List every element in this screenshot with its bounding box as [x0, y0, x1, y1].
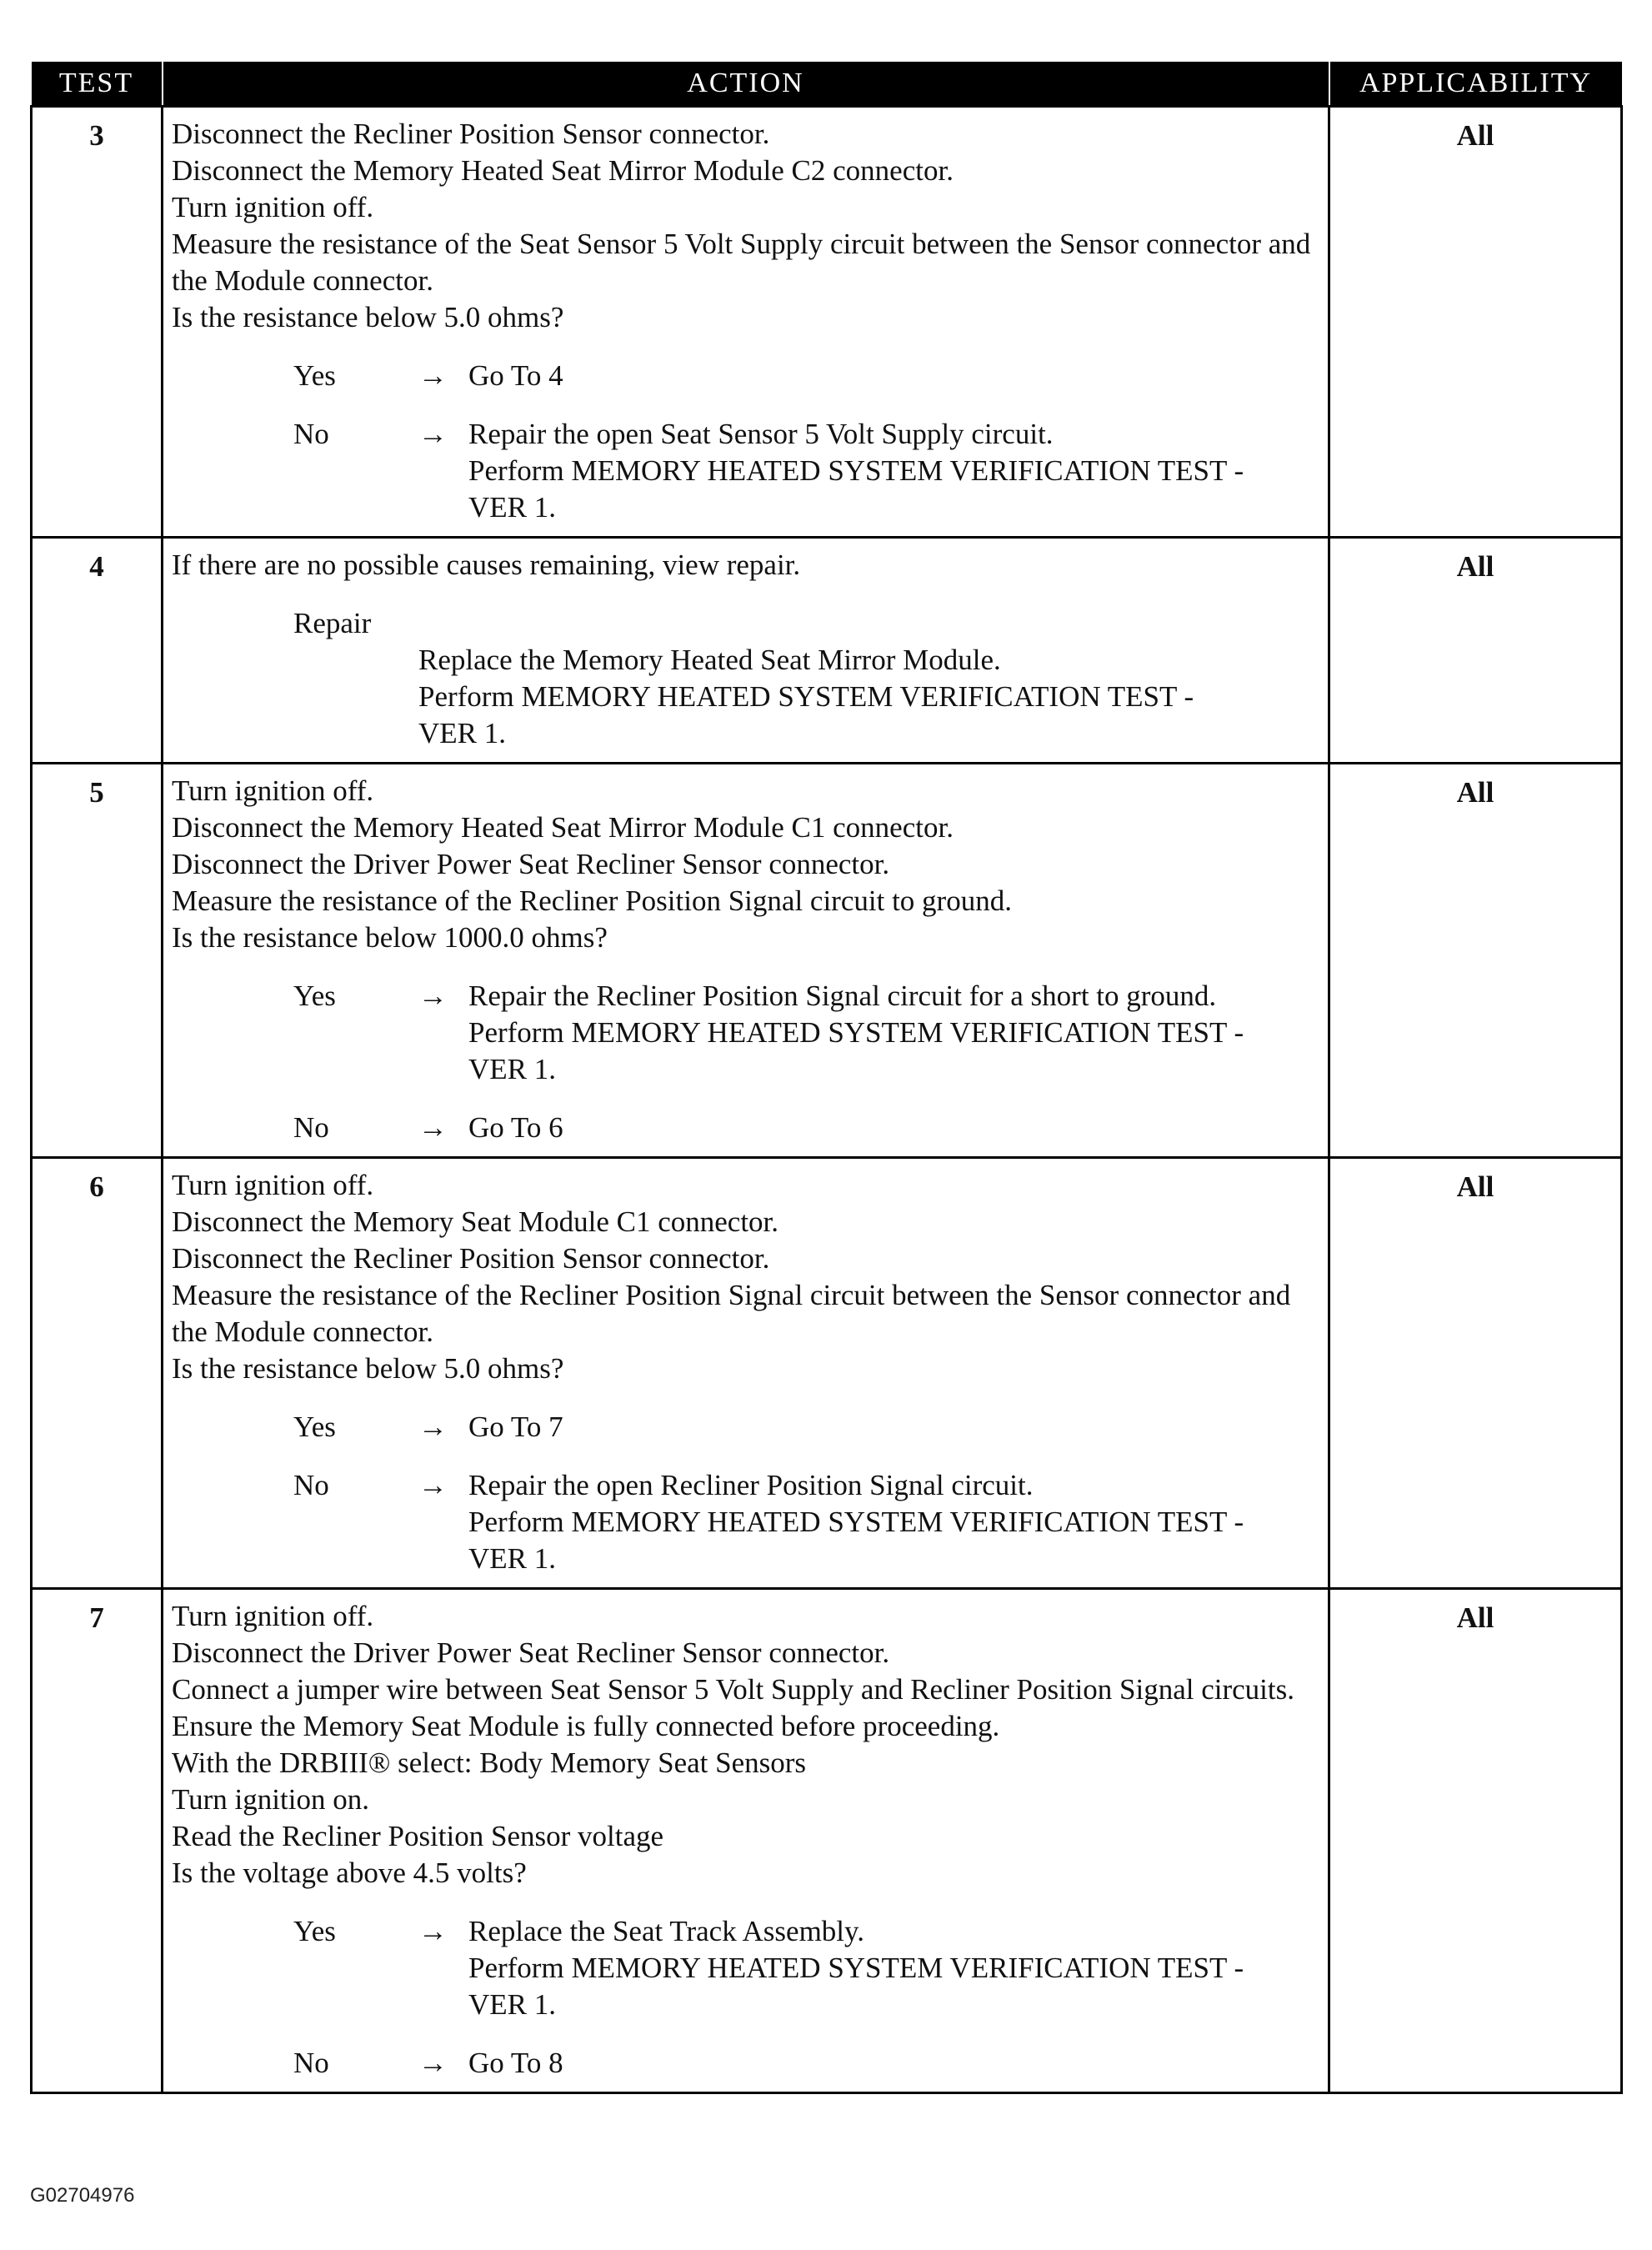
action-step: Turn ignition on.: [172, 1783, 369, 1816]
branch-result-line: VER 1.: [468, 1988, 556, 2021]
branch-result: [468, 1110, 1319, 1146]
action-step: Connect a jumper wire between Seat Sensor 5 Volt Supply and Recliner Position Signal circuits.: [172, 1673, 1294, 1706]
branch-result: [468, 358, 1319, 394]
action-step: Is the resistance below 5.0 ohms?: [172, 1352, 564, 1385]
figure-code: G02704976: [30, 2184, 135, 2207]
action-step: Measure the resistance of the Recliner Position Signal circuit to ground.: [172, 884, 1012, 917]
action-step: Measure the resistance of the Recliner Position Signal circuit between the Sensor connector and the Module connector.: [172, 1279, 1291, 1348]
branch-no: [293, 416, 1319, 526]
test-number: 3: [32, 107, 163, 538]
branch-result-line: Perform MEMORY HEATED SYSTEM VERIFICATION TEST -: [468, 454, 1244, 487]
action-step: Is the voltage above 4.5 volts?: [172, 1857, 527, 1889]
branch-yes: [293, 1913, 1319, 2023]
branch-no: [293, 1467, 1319, 1577]
branch-result-line: Go To 8: [468, 2047, 563, 2079]
branch-label: Yes: [293, 1915, 336, 1947]
action-cell: [163, 538, 1329, 764]
action-step: Is the resistance below 5.0 ohms?: [172, 301, 564, 333]
branch-result: [468, 416, 1319, 526]
branch-yes: [293, 1409, 1319, 1446]
branch-label: Yes: [293, 980, 336, 1012]
arrow-icon: →: [418, 359, 448, 392]
branch-no: [293, 1110, 1319, 1146]
arrow-icon: →: [418, 1915, 448, 1947]
repair-block: [293, 605, 1319, 752]
action-step: Ensure the Memory Seat Module is fully connected before proceeding.: [172, 1710, 1000, 1742]
branch-result-line: Perform MEMORY HEATED SYSTEM VERIFICATION TEST -: [468, 1506, 1244, 1538]
diagnostic-test-sheet: [30, 62, 1620, 2094]
branch-result-line: Go To 6: [468, 1111, 563, 1144]
branch-yes: [293, 978, 1319, 1088]
branch-yes: [293, 358, 1319, 394]
arrow-icon: →: [418, 418, 448, 450]
branch-result: [468, 1913, 1319, 2023]
table-row: [32, 107, 1622, 538]
arrow-icon: →: [418, 1111, 448, 1144]
action-cell: [163, 764, 1329, 1158]
arrow-icon: →: [418, 2047, 448, 2079]
repair-label: Repair: [293, 607, 372, 639]
action-step: Read the Recliner Position Sensor voltage: [172, 1820, 664, 1852]
branch-result: [468, 978, 1319, 1088]
branch-result: [468, 1467, 1319, 1577]
table-row: [32, 538, 1622, 764]
action-step: Disconnect the Recliner Position Sensor connector.: [172, 1242, 770, 1275]
action-step: Disconnect the Memory Heated Seat Mirror Module C2 connector.: [172, 154, 954, 187]
branch-result: [468, 1409, 1319, 1446]
action-step: Disconnect the Recliner Position Sensor connector.: [172, 118, 770, 150]
action-step: Disconnect the Memory Heated Seat Mirror Module C1 connector.: [172, 811, 954, 844]
branch-no: [293, 2045, 1319, 2082]
arrow-icon: →: [418, 1469, 448, 1501]
header-test: TEST: [32, 62, 163, 107]
branch-label: No: [293, 2047, 329, 2079]
branch-result-line: Perform MEMORY HEATED SYSTEM VERIFICATION TEST -: [468, 1016, 1244, 1049]
action-cell: [163, 1589, 1329, 2093]
action-step: Measure the resistance of the Seat Sensor 5 Volt Supply circuit between the Sensor connector and the Module connector.: [172, 228, 1311, 297]
branch-result-line: Go To 4: [468, 359, 563, 392]
applicability-value: All: [1329, 1158, 1622, 1589]
branch-result-line: VER 1.: [468, 1542, 556, 1575]
repair-step: Perform MEMORY HEATED SYSTEM VERIFICATION TEST -: [418, 680, 1194, 713]
branch-result-line: Perform MEMORY HEATED SYSTEM VERIFICATION TEST -: [468, 1952, 1244, 1984]
test-table: [30, 62, 1623, 2094]
action-step: Is the resistance below 1000.0 ohms?: [172, 921, 608, 954]
table-row: [32, 764, 1622, 1158]
header-applicability: APPLICABILITY: [1329, 62, 1622, 107]
action-step: With the DRBIII® select: Body Memory Seat Sensors: [172, 1746, 807, 1779]
arrow-icon: →: [418, 980, 448, 1012]
action-cell: [163, 1158, 1329, 1589]
branch-result-line: Repair the open Recliner Position Signal circuit.: [468, 1469, 1034, 1501]
repair-step: VER 1.: [418, 717, 506, 749]
repair-step: Replace the Memory Heated Seat Mirror Module.: [418, 644, 1001, 676]
test-number: 4: [32, 538, 163, 764]
action-step: Disconnect the Driver Power Seat Recliner Sensor connector.: [172, 848, 890, 880]
applicability-value: All: [1329, 538, 1622, 764]
table-header-row: [32, 62, 1622, 107]
applicability-value: All: [1329, 107, 1622, 538]
branch-result-line: Go To 7: [468, 1411, 563, 1443]
action-step: Turn ignition off.: [172, 191, 374, 223]
branch-result-line: Repair the open Seat Sensor 5 Volt Supply circuit.: [468, 418, 1054, 450]
repair-steps: [418, 642, 1319, 752]
branch-result-line: VER 1.: [468, 491, 556, 524]
branch-result-line: Replace the Seat Track Assembly.: [468, 1915, 865, 1947]
applicability-value: All: [1329, 1589, 1622, 2093]
branch-label: Yes: [293, 1411, 336, 1443]
action-step: If there are no possible causes remaining, view repair.: [172, 549, 801, 581]
action-step: Disconnect the Driver Power Seat Recliner Sensor connector.: [172, 1636, 890, 1669]
branch-label: Yes: [293, 359, 336, 392]
action-cell: [163, 107, 1329, 538]
branch-result: [468, 2045, 1319, 2082]
test-number: 5: [32, 764, 163, 1158]
action-step: Turn ignition off.: [172, 774, 374, 807]
branch-label: No: [293, 1111, 329, 1144]
branch-label: No: [293, 418, 329, 450]
test-number: 7: [32, 1589, 163, 2093]
table-row: [32, 1589, 1622, 2093]
header-action: ACTION: [163, 62, 1329, 107]
branch-result-line: Repair the Recliner Position Signal circuit for a short to ground.: [468, 980, 1217, 1012]
branch-result-line: VER 1.: [468, 1053, 556, 1085]
action-step: Turn ignition off.: [172, 1600, 374, 1632]
branch-label: No: [293, 1469, 329, 1501]
test-rows: [32, 107, 1622, 2093]
action-step: Turn ignition off.: [172, 1169, 374, 1201]
action-step: Disconnect the Memory Seat Module C1 connector.: [172, 1205, 779, 1238]
test-number: 6: [32, 1158, 163, 1589]
applicability-value: All: [1329, 764, 1622, 1158]
table-row: [32, 1158, 1622, 1589]
arrow-icon: →: [418, 1411, 448, 1443]
